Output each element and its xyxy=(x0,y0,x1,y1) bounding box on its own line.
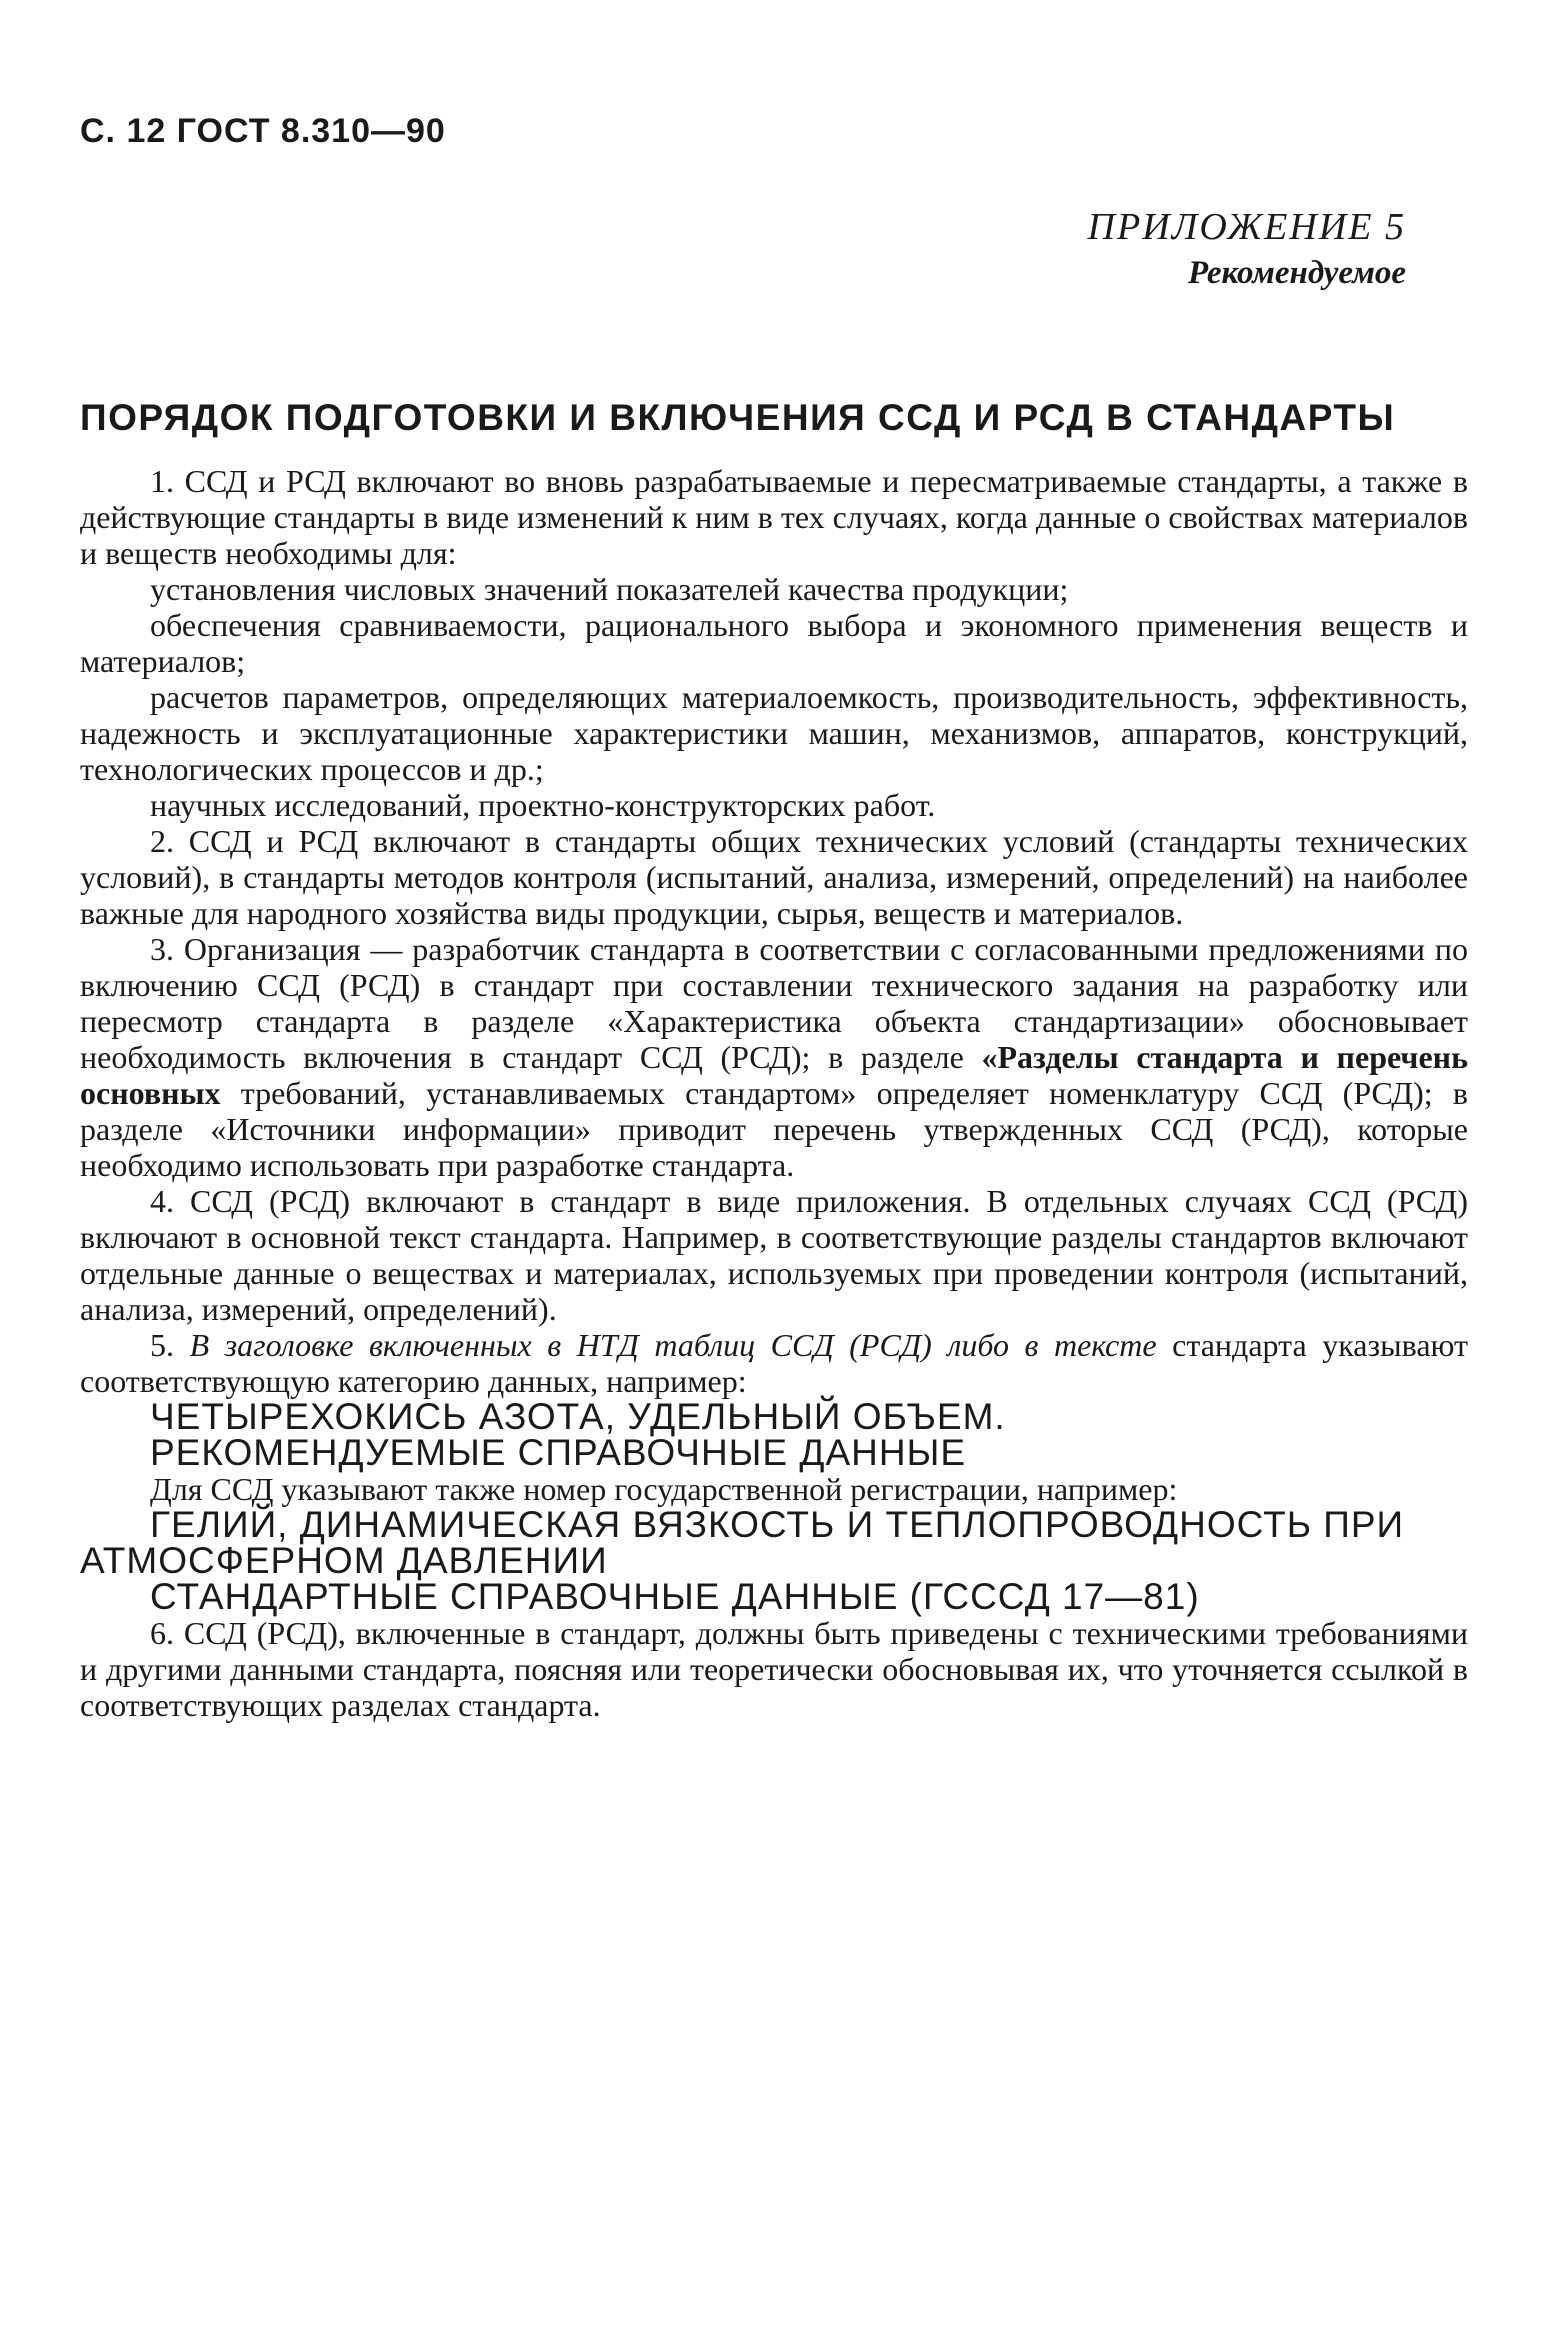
section-3 xyxy=(80,931,1468,1183)
section-1-item: расчетов параметров, определяющих материалоемкость, производительность, эффективность, надежность и эксплуатационные характеристики машин, механизмов, аппаратов, конструкций, технологических процессов и др.; xyxy=(80,679,1468,787)
section-3-bold: «Разделы стандарта и перечень основных xyxy=(80,1039,1469,1111)
section-5-note: Для ССД указывают также номер государственной регистрации, например: xyxy=(150,1471,1178,1507)
example-2-line: ГЕЛИЙ, ДИНАМИЧЕСКАЯ ВЯЗКОСТЬ И ТЕПЛОПРОВОДНОСТЬ ПРИ АТМОСФЕРНОМ ДАВЛЕНИИ xyxy=(80,1504,1405,1581)
section-4: 4. ССД (РСД) включают в стандарт в виде приложения. В отдельных случаях ССД (РСД) включают в основной текст стандарта. Например, в соответствующие разделы стандартов включают отдельные данные о веществах и материалах, используемых при проведении контроля (испытаний, анализа, измерений, определений). xyxy=(80,1183,1468,1327)
document-title: ПОРЯДОК ПОДГОТОВКИ И ВКЛЮЧЕНИЯ ССД И РСД В СТАНДАРТЫ xyxy=(80,397,1396,438)
running-header: С. 12 ГОСТ 8.310—90 xyxy=(80,112,446,150)
section-5-rest: стандарта указывают соответствующую категорию данных, например: xyxy=(80,1327,1469,1399)
section-5 xyxy=(80,1327,1468,1399)
section-1-item: обеспечения сравниваемости, рационального выбора и экономного применения веществ и материалов; xyxy=(80,607,1468,679)
appendix-kind: Рекомендуемое xyxy=(1187,255,1406,291)
document-body xyxy=(80,463,1468,1723)
section-2: 2. ССД и РСД включают в стандарты общих технических условий (стандарты технических условий), в стандарты методов контроля (испытаний, анализа, измерений, определений) на наиболее важные для народного хозяйства виды продукции, сырья, веществ и материалов. xyxy=(80,823,1468,931)
section-5-italic: В заголовке включенных в НТД таблиц ССД (РСД) либо в тексте xyxy=(189,1327,1157,1363)
section-1-item: научных исследований, проектно-конструкторских работ. xyxy=(150,787,936,823)
example-1-line: РЕКОМЕНДУЕМЫЕ СПРАВОЧНЫЕ ДАННЫЕ xyxy=(150,1432,967,1473)
section-1-intro: 1. ССД и РСД включают во вновь разрабатываемые и пересматриваемые стандарты, а также в действующие стандарты в виде изменений к ним в тех случаях, когда данные о свойствах материалов и веществ необходимы для: xyxy=(80,463,1468,571)
section-3-part2: требований, устанавливаемых стандартом» определяет номенклатуру ССД (РСД); в разделе «Источники информации» приводит перечень утвержденных ССД (РСД), которые необходимо использовать при разработке стандарта. xyxy=(80,1075,1468,1183)
example-1-line: ЧЕТЫРЕХОКИСЬ АЗОТА, УДЕЛЬНЫЙ ОБЪЕМ. xyxy=(150,1396,1006,1437)
section-1-item: установления числовых значений показателей качества продукции; xyxy=(150,571,1069,607)
appendix-label xyxy=(1088,205,1406,292)
section-6: 6. ССД (РСД), включенные в стандарт, должны быть приведены с техническими требованиями и другими данными стандарта, поясняя или теоретически обосновывая их, что уточняется ссылкой в соответствующих разделах стандарта. xyxy=(80,1615,1468,1723)
section-3-part1: 3. Организация — разработчик стандарта в соответствии с согласованными предложениями по включению ССД (РСД) в стандарт при составлении технического задания на разработку или пересмотр стандарта в разделе «Характеристика объекта стандартизации» обосновывает необходимость включения в стандарт ССД (РСД); в разделе xyxy=(80,931,1468,1075)
appendix-number: ПРИЛОЖЕНИЕ 5 xyxy=(1087,206,1406,248)
example-2-line: СТАНДАРТНЫЕ СПРАВОЧНЫЕ ДАННЫЕ (ГСССД 17—81) xyxy=(150,1576,1200,1617)
section-5-lead: 5. xyxy=(150,1327,190,1363)
